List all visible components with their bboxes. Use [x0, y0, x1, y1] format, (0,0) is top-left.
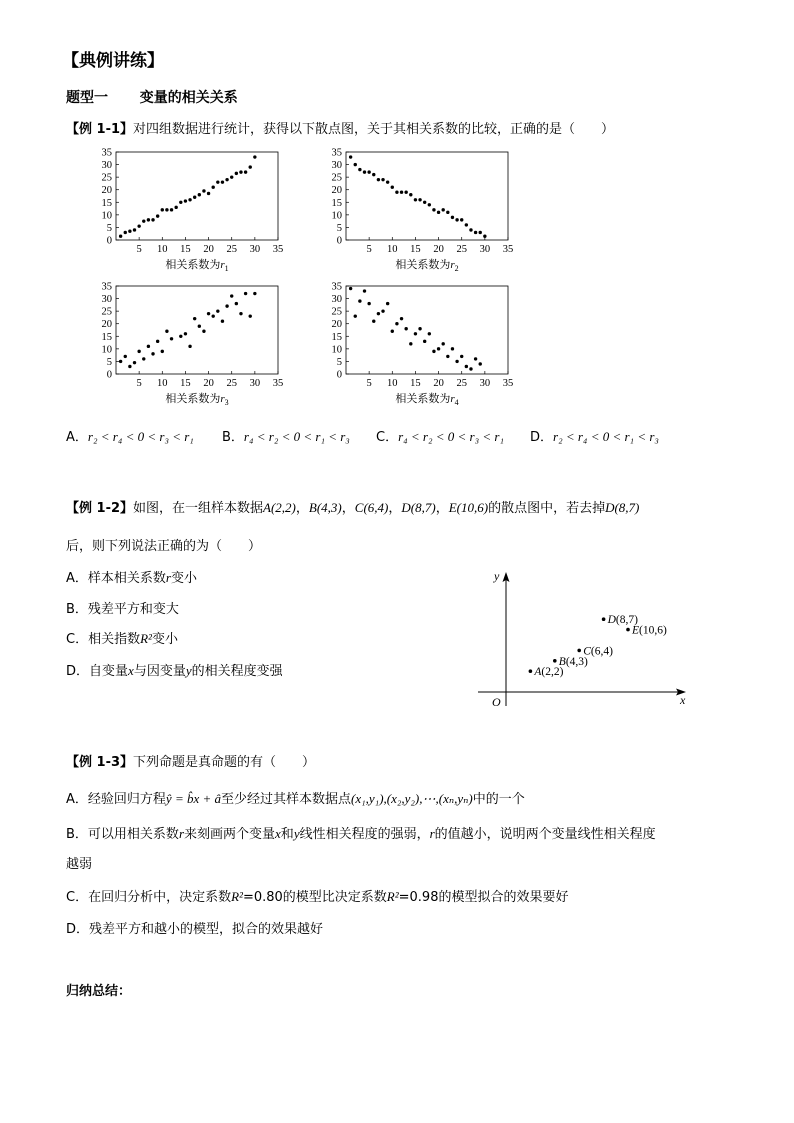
data-point: [124, 231, 127, 234]
data-point: [142, 219, 145, 222]
ex3-option-b-pre: 可以用相关系数: [87, 827, 179, 842]
point-label-b: B(4,3): [558, 655, 588, 668]
data-point: [207, 312, 210, 315]
y-tick-label: 20: [101, 319, 112, 331]
y-tick-label: 35: [101, 148, 112, 159]
ex2-option-d-var-x: x: [128, 663, 134, 678]
data-point: [418, 198, 421, 201]
ex1-option-d-letter: D．: [530, 430, 554, 445]
data-point: [400, 191, 403, 194]
data-point: [225, 178, 228, 181]
data-point: [165, 330, 168, 333]
ex2-option-d-var-y: y: [185, 663, 192, 678]
data-point: [409, 193, 412, 196]
ex3-question: [66, 751, 315, 770]
ex3-text: 下列命题是真命题的有（ ）: [133, 755, 316, 770]
data-point: [442, 208, 445, 211]
ex2-option-c-letter: C．: [66, 632, 89, 647]
data-point: [432, 208, 435, 211]
ex2-text2: 的散点图中，若去掉: [488, 501, 606, 516]
y-tick-label: 0: [106, 235, 112, 247]
point-d: [602, 617, 606, 621]
ex1-option-c-expr: r₄ < r₂ < 0 < r₃ < r₁: [398, 429, 504, 444]
scatter-chart-r2: [322, 148, 522, 276]
data-point: [358, 168, 361, 171]
ex2-option-a: [66, 567, 197, 586]
y-tick-label: 35: [331, 148, 342, 159]
x-tick-label: 15: [180, 378, 191, 389]
x-tick-label: 25: [226, 378, 237, 389]
ex2-point-e: E(10,6): [448, 500, 489, 515]
x-axis-label: 相关系数为$r_1$: [165, 259, 229, 273]
ex2-question-line2: 后，则下列说法正确的为（ ）: [66, 539, 262, 554]
data-point: [184, 332, 187, 335]
y-tick-label: 5: [336, 356, 342, 368]
data-point: [161, 350, 164, 353]
data-point: [128, 230, 131, 233]
x-tick-label: 35: [272, 378, 284, 389]
data-point: [414, 198, 417, 201]
ex3-tag: 【例 1-3】: [66, 755, 134, 770]
y-tick-label: 30: [331, 294, 342, 306]
data-point: [391, 186, 394, 189]
data-point: [202, 189, 205, 192]
data-point: [418, 327, 421, 330]
data-point: [367, 302, 370, 305]
data-point: [377, 312, 380, 315]
x-tick-label: 10: [387, 378, 398, 389]
origin-label: O: [492, 695, 501, 709]
point-c: [577, 649, 581, 653]
data-point: [188, 345, 191, 348]
x-tick-label: 30: [249, 378, 261, 389]
data-point: [253, 292, 256, 295]
ex3-option-c-r2-first: R²: [231, 889, 243, 904]
ex1-question: [66, 118, 614, 137]
x-tick-label: 20: [433, 378, 444, 389]
ex2-option-a-letter: A．: [66, 571, 88, 586]
ex3-option-c-letter: C．: [66, 890, 89, 905]
data-point: [119, 235, 122, 238]
data-point: [446, 211, 449, 214]
data-point: [249, 165, 252, 168]
point-e: [626, 628, 630, 632]
y-tick-label: 15: [331, 331, 342, 343]
ex1-option-b-letter: B．: [222, 430, 244, 445]
ex1-option-a: [66, 426, 194, 445]
ex3-option-b-letter: B．: [66, 827, 88, 842]
ex1-option-d: [530, 426, 659, 445]
point-label-c: C(6,4): [583, 645, 613, 658]
data-point: [184, 199, 187, 202]
plot-frame: [346, 152, 508, 240]
x-tick-label: 15: [180, 244, 191, 255]
ex3-option-a-letter: A．: [66, 792, 88, 807]
ex3-option-a-pre: 经验回归方程: [87, 792, 166, 807]
data-point: [479, 362, 482, 365]
data-point: [212, 314, 215, 317]
ex2-option-c: [66, 628, 178, 647]
x-tick-label: 25: [456, 378, 467, 389]
data-point: [358, 299, 361, 302]
data-point: [239, 170, 242, 173]
topic-title: 变量的相关关系: [139, 90, 238, 106]
ex2-option-a-var: r: [165, 570, 171, 585]
point-a: [529, 669, 533, 673]
x-tick-label: 5: [136, 378, 142, 389]
x-tick-label: 30: [249, 244, 261, 255]
ex3-option-a: [66, 788, 525, 807]
data-point: [474, 231, 477, 234]
data-point: [432, 350, 435, 353]
data-point: [451, 347, 454, 350]
x-axis-label: 相关系数为$r_4$: [395, 393, 459, 407]
sample-points-diagram: [470, 566, 700, 710]
y-tick-label: 0: [336, 369, 342, 381]
data-point: [460, 218, 463, 221]
ex2-point-a: A(2,2): [263, 500, 296, 515]
x-tick-label: 25: [226, 244, 237, 255]
scatter-chart-r1: [92, 148, 292, 276]
x-axis-label: 相关系数为$r_3$: [165, 393, 229, 407]
x-tick-label: 5: [136, 244, 142, 255]
ex2-option-d: [66, 660, 283, 679]
x-tick-label: 30: [479, 378, 491, 389]
x-tick-label: 15: [410, 378, 421, 389]
y-tick-label: 30: [101, 294, 112, 306]
data-point: [465, 223, 468, 226]
y-tick-label: 25: [331, 306, 342, 318]
x-tick-label: 20: [203, 378, 214, 389]
ex3-option-c-pre: 在回归分析中，决定系数: [88, 890, 232, 905]
y-tick-label: 5: [106, 222, 112, 234]
data-point: [179, 335, 182, 338]
data-point: [165, 208, 168, 211]
data-point: [216, 180, 219, 183]
data-point: [354, 314, 357, 317]
data-point: [446, 355, 449, 358]
y-tick-label: 25: [331, 172, 342, 184]
x-tick-label: 35: [502, 244, 514, 255]
ex2-option-a-post: 变小: [170, 571, 197, 586]
ex2-point-b: B(4,3): [308, 500, 342, 515]
ex2-point-d: D(8,7): [401, 500, 436, 515]
ex3-option-d-text: 残差平方和越小的模型，拟合的效果越好: [89, 922, 324, 937]
y-tick-label: 5: [106, 356, 112, 368]
y-tick-label: 0: [106, 369, 112, 381]
ex3-option-b-var-r: r: [178, 826, 184, 841]
data-point: [474, 357, 477, 360]
scatter-chart-r4: [322, 282, 522, 410]
data-point: [354, 163, 357, 166]
section-title: 【典例讲练】: [62, 51, 164, 71]
data-point: [235, 172, 238, 175]
ex3-option-b-and: 和: [280, 827, 294, 842]
data-point: [363, 289, 366, 292]
y-tick-label: 10: [101, 344, 112, 356]
data-point: [147, 218, 150, 221]
ex2-removed-point: D(8,7): [605, 500, 640, 515]
data-point: [161, 208, 164, 211]
y-tick-label: 25: [101, 306, 112, 318]
x-tick-label: 10: [387, 244, 398, 255]
y-tick-label: 15: [331, 197, 342, 209]
x-tick-label: 20: [203, 244, 214, 255]
ex3-option-d: [66, 918, 323, 937]
data-point: [404, 191, 407, 194]
data-point: [244, 170, 247, 173]
ex3-option-c-mid: 的模型比决定系数: [282, 890, 387, 905]
y-tick-label: 10: [331, 210, 342, 222]
ex3-option-b-mid2: 线性相关程度的强弱，: [299, 827, 430, 842]
data-point: [137, 224, 140, 227]
data-point: [198, 325, 201, 328]
data-point: [170, 208, 173, 211]
data-point: [465, 365, 468, 368]
ex1-text: 对四组数据进行统计，获得以下散点图，关于其相关系数的比较，正确的是（ ）: [133, 122, 615, 137]
x-tick-label: 20: [433, 244, 444, 255]
data-point: [395, 322, 398, 325]
ex3-option-b-post: 的值越小，说明两个变量线性相关程度: [434, 827, 656, 842]
data-point: [451, 216, 454, 219]
ex3-option-b-var-x: x: [275, 826, 281, 841]
y-tick-label: 35: [331, 282, 342, 293]
data-point: [349, 287, 352, 290]
ex3-option-c-post: 的模型拟合的效果要好: [438, 890, 569, 905]
y-axis-label: y: [494, 569, 500, 583]
ex2-point-c: C(6,4): [354, 500, 389, 515]
data-point: [221, 180, 224, 183]
data-point: [221, 320, 224, 323]
data-point: [381, 309, 384, 312]
data-point: [198, 193, 201, 196]
data-point: [137, 350, 140, 353]
data-point: [128, 365, 131, 368]
ex2-option-b-text: 残差平方和变大: [87, 602, 179, 617]
x-tick-label: 10: [157, 378, 168, 389]
ex2-tag: 【例 1-2】: [66, 501, 134, 516]
data-point: [404, 327, 407, 330]
data-point: [151, 352, 154, 355]
y-tick-label: 10: [101, 210, 112, 222]
point-label-a: A(2,2): [534, 666, 564, 679]
data-point: [469, 228, 472, 231]
data-point: [174, 206, 177, 209]
x-tick-label: 10: [157, 244, 168, 255]
y-tick-label: 15: [101, 331, 112, 343]
ex3-option-a-post: 中的一个: [472, 792, 525, 807]
data-point: [156, 214, 159, 217]
data-point: [249, 314, 252, 317]
topic-label: 题型一: [66, 90, 108, 106]
ex2-option-c-pre: 相关指数: [88, 632, 141, 647]
ex3-option-c-value2: =0.98: [398, 890, 439, 905]
x-axis-label: x: [680, 693, 686, 707]
data-point: [202, 330, 205, 333]
data-point: [367, 170, 370, 173]
data-point: [133, 228, 136, 231]
y-tick-label: 0: [336, 235, 342, 247]
ex2-option-d-mid: 与因变量: [133, 664, 186, 679]
y-tick-label: 20: [331, 319, 342, 331]
data-point: [193, 317, 196, 320]
ex3-option-b-mid: 来刻画两个变量: [184, 827, 276, 842]
data-point: [230, 294, 233, 297]
data-point: [188, 198, 191, 201]
x-tick-label: 15: [410, 244, 421, 255]
point-label-e: E(10,6): [632, 624, 667, 637]
data-point: [239, 312, 242, 315]
data-point: [437, 211, 440, 214]
data-point: [479, 231, 482, 234]
y-tick-label: 25: [101, 172, 112, 184]
y-tick-label: 35: [101, 282, 112, 293]
data-point: [460, 355, 463, 358]
ex1-option-a-letter: A．: [66, 430, 88, 445]
data-point: [124, 355, 127, 358]
ex3-option-c: [66, 886, 569, 905]
data-point: [469, 367, 472, 370]
ex1-option-c-letter: C．: [376, 430, 399, 445]
data-point: [235, 302, 238, 305]
data-point: [253, 155, 256, 158]
ex3-option-b-var-r2: r: [429, 826, 435, 841]
ex3-option-b-var-y: y: [293, 826, 300, 841]
ex2-question-line1: 【例 1-2】如图，在一组样本数据A(2,2)，B(4,3)，C(6,4)，D(8,7)，E(10,6)的散点图中，若去掉D(8,7): [66, 500, 640, 516]
plot-frame: [116, 286, 278, 374]
data-point: [428, 332, 431, 335]
data-point: [179, 201, 182, 204]
ex3-option-c-r2-second: R²: [386, 889, 399, 904]
data-point: [455, 360, 458, 363]
x-tick-label: 35: [272, 244, 284, 255]
x-tick-label: 35: [502, 378, 514, 389]
data-point: [119, 360, 122, 363]
data-point: [170, 337, 173, 340]
point-b: [553, 659, 557, 663]
ex2-option-c-post: 变小: [151, 632, 178, 647]
data-point: [423, 340, 426, 343]
ex3-option-a-mid: 至少经过其样本数据点: [221, 792, 352, 807]
data-point: [381, 178, 384, 181]
data-point: [212, 186, 215, 189]
ex2-option-a-pre: 样本相关系数: [87, 571, 166, 586]
data-point: [391, 330, 394, 333]
data-point: [207, 192, 210, 195]
data-point: [400, 317, 403, 320]
y-tick-label: 30: [331, 160, 342, 172]
ex3-option-b-line1: [66, 823, 656, 842]
ex2-option-d-post: 的相关程度变强: [191, 664, 283, 679]
data-point: [377, 178, 380, 181]
data-point: [142, 357, 145, 360]
data-point: [442, 342, 445, 345]
ex3-option-c-value1: =0.80: [242, 890, 283, 905]
data-point: [423, 201, 426, 204]
data-point: [386, 302, 389, 305]
y-tick-label: 20: [101, 185, 112, 197]
data-point: [230, 175, 233, 178]
x-tick-label: 25: [456, 244, 467, 255]
data-point: [147, 345, 150, 348]
data-point: [156, 340, 159, 343]
ex1-tag: 【例 1-1】: [66, 122, 134, 137]
ex2-option-b: [66, 598, 179, 617]
ex3-option-b-line2: 越弱: [66, 857, 93, 872]
data-point: [483, 235, 486, 238]
data-point: [225, 304, 228, 307]
ex1-option-c: [376, 426, 504, 445]
data-point: [395, 191, 398, 194]
ex2-option-b-letter: B．: [66, 602, 88, 617]
x-tick-label: 30: [479, 244, 491, 255]
x-tick-label: 5: [366, 244, 372, 255]
y-tick-label: 20: [331, 185, 342, 197]
data-point: [363, 170, 366, 173]
x-axis-label: 相关系数为$r_2$: [395, 259, 459, 273]
ex1-option-b: [222, 426, 350, 445]
data-point: [409, 342, 412, 345]
data-point: [349, 155, 352, 158]
y-tick-label: 10: [331, 344, 342, 356]
data-point: [455, 218, 458, 221]
ex2-option-c-var: R²: [140, 631, 152, 646]
ex2-text1: 如图，在一组样本数据: [133, 501, 264, 516]
topic-heading: [66, 87, 238, 107]
y-tick-label: 5: [336, 222, 342, 234]
data-point: [372, 320, 375, 323]
data-point: [216, 309, 219, 312]
ex3-option-a-equation: ŷ = b̂x + â: [165, 791, 222, 806]
data-point: [414, 332, 417, 335]
ex1-option-a-expr: r₂ < r₄ < 0 < r₃ < r₁: [87, 429, 194, 444]
data-point: [428, 203, 431, 206]
ex2-option-d-pre: 自变量: [89, 664, 129, 679]
data-point: [386, 180, 389, 183]
ex3-option-a-points: (x₁,y₁),(x₂,y₂),⋯,(xₙ,yₙ): [351, 791, 473, 806]
ex2-option-d-letter: D．: [66, 664, 90, 679]
ex1-option-d-expr: r₂ < r₄ < 0 < r₁ < r₃: [553, 429, 659, 444]
data-point: [372, 173, 375, 176]
data-point: [193, 196, 196, 199]
point-label-d: D(8,7): [607, 614, 638, 627]
data-point: [151, 218, 154, 221]
y-tick-label: 15: [101, 197, 112, 209]
summary-label: 归纳总结：: [66, 984, 132, 999]
ex1-option-b-expr: r₄ < r₂ < 0 < r₁ < r₃: [243, 429, 350, 444]
data-point: [133, 361, 136, 364]
ex3-option-d-letter: D．: [66, 922, 90, 937]
scatter-chart-r3: [92, 282, 292, 410]
data-point: [437, 347, 440, 350]
y-tick-label: 30: [101, 160, 112, 172]
data-point: [244, 292, 247, 295]
x-tick-label: 5: [366, 378, 372, 389]
plot-frame: [346, 286, 508, 374]
